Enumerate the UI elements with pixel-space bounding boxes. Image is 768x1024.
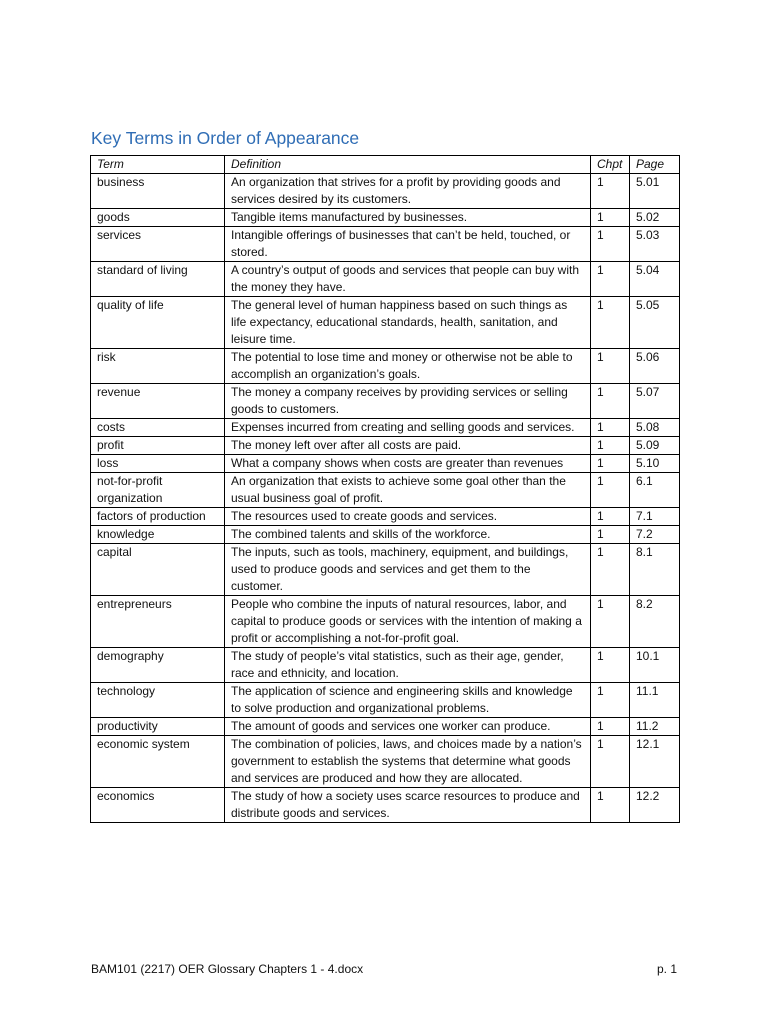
table-row [91, 508, 680, 526]
definition-cell: The inputs, such as tools, machinery, equipment, and buildings, used to produce goods and services and get them to the customer. [225, 544, 591, 596]
definition-cell: The combined talents and skills of the workforce. [225, 526, 591, 544]
table-row [91, 384, 680, 419]
page-cell: 5.05 [630, 297, 680, 349]
table-row [91, 596, 680, 648]
term-cell: productivity [91, 718, 225, 736]
chapter-cell: 1 [591, 596, 630, 648]
page-cell: 5.02 [630, 209, 680, 227]
page-cell: 5.07 [630, 384, 680, 419]
chapter-cell: 1 [591, 227, 630, 262]
table-row [91, 437, 680, 455]
definition-cell: The study of people’s vital statistics, such as their age, gender, race and ethnicity, and location. [225, 648, 591, 683]
table-row [91, 736, 680, 788]
definition-cell: The amount of goods and services one worker can produce. [225, 718, 591, 736]
header-term: Term [91, 156, 225, 174]
header-definition: Definition [225, 156, 591, 174]
chapter-cell: 1 [591, 718, 630, 736]
glossary-table [90, 155, 680, 823]
table-row [91, 718, 680, 736]
chapter-cell: 1 [591, 508, 630, 526]
term-cell: knowledge [91, 526, 225, 544]
page-cell: 8.1 [630, 544, 680, 596]
definition-cell: The combination of policies, laws, and choices made by a nation’s government to establish the systems that determine what goods and services are produced and how they are allocated. [225, 736, 591, 788]
table-row [91, 788, 680, 823]
table-row [91, 419, 680, 437]
chapter-cell: 1 [591, 736, 630, 788]
term-cell: entrepreneurs [91, 596, 225, 648]
term-cell: capital [91, 544, 225, 596]
page-cell: 5.08 [630, 419, 680, 437]
chapter-cell: 1 [591, 262, 630, 297]
chapter-cell: 1 [591, 349, 630, 384]
chapter-cell: 1 [591, 455, 630, 473]
term-cell: risk [91, 349, 225, 384]
term-cell: revenue [91, 384, 225, 419]
term-cell: economics [91, 788, 225, 823]
table-row [91, 297, 680, 349]
term-cell: costs [91, 419, 225, 437]
chapter-cell: 1 [591, 526, 630, 544]
term-cell: economic system [91, 736, 225, 788]
page-cell: 5.09 [630, 437, 680, 455]
table-row [91, 262, 680, 297]
term-cell: technology [91, 683, 225, 718]
definition-cell: An organization that exists to achieve some goal other than the usual business goal of profit. [225, 473, 591, 508]
term-cell: goods [91, 209, 225, 227]
term-cell: not-for-profit organization [91, 473, 225, 508]
page-cell: 5.10 [630, 455, 680, 473]
table-header-row [91, 156, 680, 174]
chapter-cell: 1 [591, 174, 630, 209]
page-title: Key Terms in Order of Appearance [91, 128, 360, 148]
term-cell: quality of life [91, 297, 225, 349]
page-cell: 8.2 [630, 596, 680, 648]
footer-page-number: p. 1 [657, 962, 678, 976]
table-row [91, 473, 680, 508]
definition-cell: What a company shows when costs are greater than revenues [225, 455, 591, 473]
definition-cell: Expenses incurred from creating and selling goods and services. [225, 419, 591, 437]
chapter-cell: 1 [591, 473, 630, 508]
chapter-cell: 1 [591, 297, 630, 349]
table-row [91, 174, 680, 209]
definition-cell: The general level of human happiness based on such things as life expectancy, educational standards, health, sanitation, and leisure time. [225, 297, 591, 349]
table-row [91, 349, 680, 384]
chapter-cell: 1 [591, 209, 630, 227]
page-cell: 12.1 [630, 736, 680, 788]
page-cell: 5.03 [630, 227, 680, 262]
definition-cell: The study of how a society uses scarce resources to produce and distribute goods and services. [225, 788, 591, 823]
table-row [91, 683, 680, 718]
definition-cell: A country’s output of goods and services that people can buy with the money they have. [225, 262, 591, 297]
chapter-cell: 1 [591, 437, 630, 455]
page-cell: 6.1 [630, 473, 680, 508]
chapter-cell: 1 [591, 788, 630, 823]
page-cell: 7.1 [630, 508, 680, 526]
definition-cell: Intangible offerings of businesses that can’t be held, touched, or stored. [225, 227, 591, 262]
term-cell: loss [91, 455, 225, 473]
page-cell: 7.2 [630, 526, 680, 544]
table-row [91, 455, 680, 473]
definition-cell: The money left over after all costs are paid. [225, 437, 591, 455]
footer-filename: BAM101 (2217) OER Glossary Chapters 1 - 4.docx [91, 962, 364, 976]
page-cell: 11.2 [630, 718, 680, 736]
term-cell: business [91, 174, 225, 209]
page-cell: 5.06 [630, 349, 680, 384]
definition-cell: The application of science and engineering skills and knowledge to solve production and organizational problems. [225, 683, 591, 718]
term-cell: factors of production [91, 508, 225, 526]
table-row [91, 526, 680, 544]
term-cell: services [91, 227, 225, 262]
chapter-cell: 1 [591, 544, 630, 596]
header-page: Page [630, 156, 680, 174]
definition-cell: The resources used to create goods and services. [225, 508, 591, 526]
table-row [91, 544, 680, 596]
definition-cell: Tangible items manufactured by businesses. [225, 209, 591, 227]
page-cell: 5.04 [630, 262, 680, 297]
table-row [91, 227, 680, 262]
term-cell: standard of living [91, 262, 225, 297]
definition-cell: The potential to lose time and money or otherwise not be able to accomplish an organization’s goals. [225, 349, 591, 384]
table-row [91, 209, 680, 227]
chapter-cell: 1 [591, 419, 630, 437]
term-cell: profit [91, 437, 225, 455]
table-row [91, 648, 680, 683]
term-cell: demography [91, 648, 225, 683]
page-cell: 11.1 [630, 683, 680, 718]
header-chpt: Chpt [591, 156, 630, 174]
definition-cell: The money a company receives by providing services or selling goods to customers. [225, 384, 591, 419]
page-cell: 10.1 [630, 648, 680, 683]
chapter-cell: 1 [591, 384, 630, 419]
page-cell: 12.2 [630, 788, 680, 823]
definition-cell: People who combine the inputs of natural resources, labor, and capital to produce goods or services with the intention of making a profit or accomplishing a not-for-profit goal. [225, 596, 591, 648]
definition-cell: An organization that strives for a profit by providing goods and services desired by its customers. [225, 174, 591, 209]
chapter-cell: 1 [591, 648, 630, 683]
chapter-cell: 1 [591, 683, 630, 718]
page-cell: 5.01 [630, 174, 680, 209]
